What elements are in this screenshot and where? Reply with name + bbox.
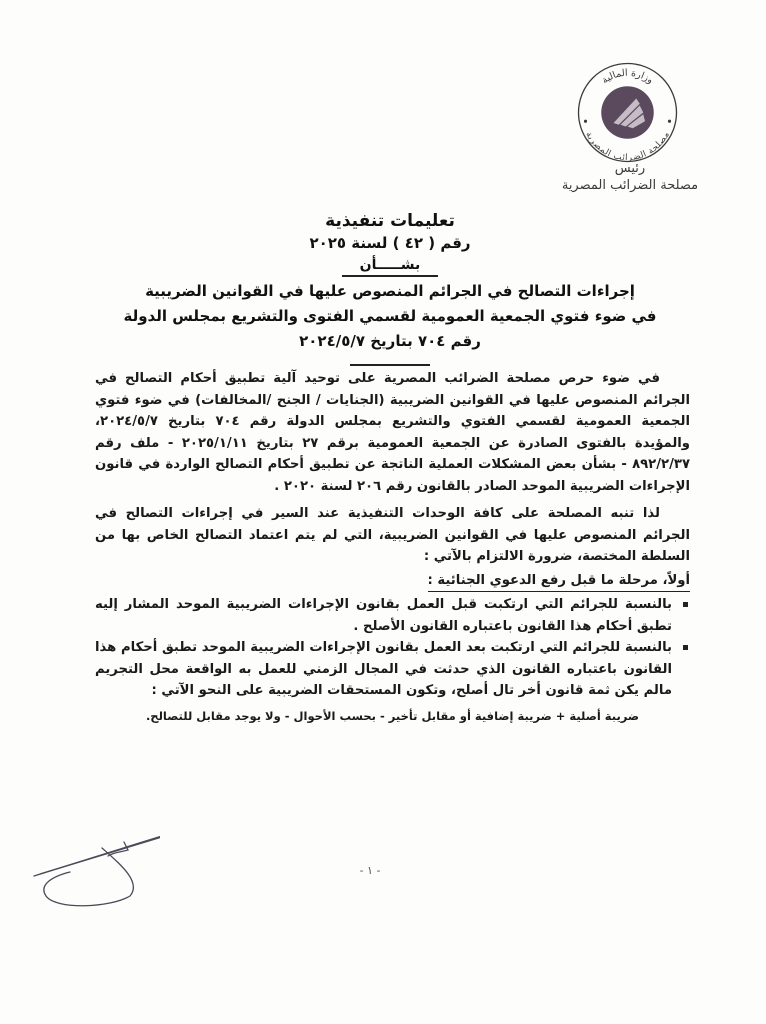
subject-line: في ضوء فتوي الجمعية العمومية لقسمي الفتوى والتشريع بمجلس الدولة [123,307,657,325]
signature-loop [44,848,134,906]
subject-line: إجراءات التصالح في الجرائم المنصوص عليها في القوانين الضريبية [145,282,635,300]
bullet-item [95,594,690,637]
bullet-item [95,637,690,702]
section-heading: أولاً، مرحلة ما قبل رفع الدعوي الجنائية : [428,570,690,593]
seal-graphic [575,60,680,165]
page-number: - ١ - [359,864,381,877]
intro-paragraph: في ضوء حرص مصلحة الضرائب المصرية على توحيد آلية تطبيق أحكام التصالح في الجرائم المنصوص عليها في القوانين الضريبية (الجنايات / الجنح /المخالفات) في ضوء فتوي الجمعية العمومية لقسمي الفتوي والتشريع بمجلس الدولة رقم ٧٠٤ بتاريخ ٢٠٢٤/٥/٧، والمؤيدة بالفتوى الصادرة عن الجمعية العمومية برقم ٢٧ بتاريخ ٢٠٢٥/١/١١ - ملف رقم ٨٩٢/٢/٣٧ - بشأن بعض المشكلات العملية الناتجة عن تطبيق أحكام التصالح الواردة في قانون الإجراءات الضريبية الموحد الصادر بالقانون رقم ٢٠٦ لسنة ٢٠٢٠ . [95,371,690,494]
title-divider [350,364,430,366]
caption-organization: مصلحة الضرائب المصرية [561,178,699,193]
bullet-list [95,594,690,702]
document-number: رقم ( ٤٢ ) لسنة ٢٠٢٥ [309,234,471,252]
seal-bottom-text: مصلحة الضرائب المصرية [583,130,672,164]
document-body [95,368,690,727]
seal-top-text: وزارة المالية [599,67,656,87]
title-block [90,210,690,366]
bullet-text: بالنسبة للجرائم التي ارتكبت قبل العمل بقانون الإجراءات الضريبية الموحد المشار إليه تطبق أحكام هذا القانون باعتباره القانون الأصلح . [95,597,672,634]
document-heading: تعليمات تنفيذية [325,211,455,231]
bullet-text: بالنسبة للجرائم التي ارتكبت بعد العمل بقانون الإجراءات الضريبية الموحد تطبق أحكام هذا القانون باعتباره القانون الذي حدثت في المجال الزمني للعمل به الواقعة محل التجريم مالم يكن ثمة قانون أخر تال أصلح، وتكون المستحقات الضريبية على النحو الآتي : [95,640,672,698]
subject-line: رقم ٧٠٤ بتاريخ ٢٠٢٤/٥/٧ [299,332,481,350]
handwritten-signature [50,830,160,900]
regarding-label: بشـــــأن [342,255,439,277]
signature-stroke [40,837,160,874]
seal-dot [668,120,671,123]
bullet-square-icon [683,602,688,607]
caption-title: رئيس [614,161,646,176]
ministry-seal-logo [575,60,680,165]
bullet-square-icon [683,645,688,650]
directive-paragraph: لذا تنبه المصلحة على كافة الوحدات التنفيذية عند السير في إجراءات التصالح في الجرائم المنصوص عليها في القوانين الضريبية، التي لم يتم اعتماد التصالح الخاص بها من السلطة المختصة، ضرورة الالتزام بالآتي : [95,506,690,564]
seal-dot [584,120,587,123]
seal-caption [510,160,750,194]
tax-formula: ضريبة أصلية + ضريبة إضافية أو مقابل تأخير - بحسب الأحوال - ولا يوجد مقابل للتصالح. [145,708,640,723]
